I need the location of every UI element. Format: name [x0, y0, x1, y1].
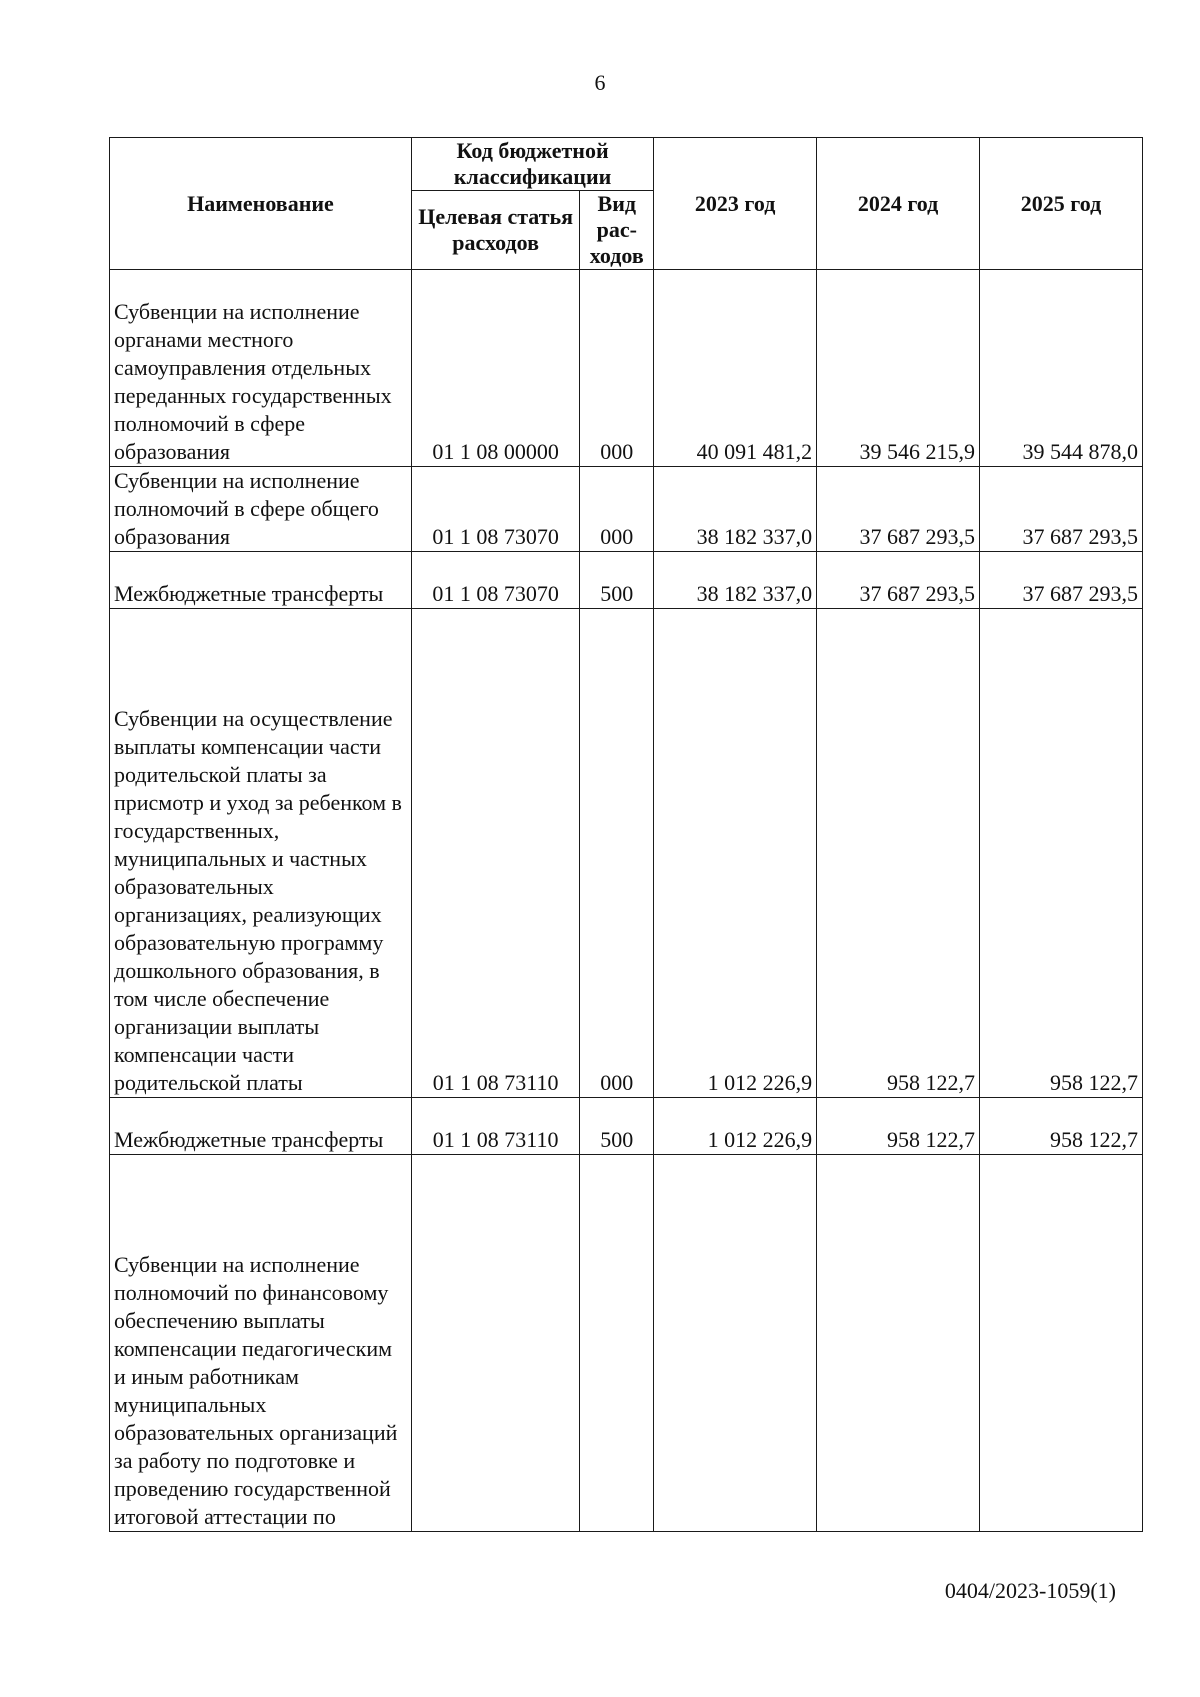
row-name: Межбюджетные трансферты	[110, 1098, 412, 1155]
header-year-2024: 2024 год	[817, 138, 980, 270]
row-name: Межбюджетные трансферты	[110, 552, 412, 609]
row-value-2023: 1 012 226,9	[654, 609, 817, 1098]
row-value-2024	[817, 1155, 980, 1532]
row-value-2025: 37 687 293,5	[980, 467, 1143, 552]
row-name: Субвенции на исполнение полномочий в сфере общего образования	[110, 467, 412, 552]
header-name: Наименование	[110, 138, 412, 270]
row-name: Субвенции на исполнение органами местного самоуправления отдельных переданных государственных полномочий в сфере образования	[110, 270, 412, 467]
table-row	[110, 1098, 1143, 1155]
table-row	[110, 1155, 1143, 1532]
row-target-article: 01 1 08 73110	[411, 1098, 579, 1155]
row-expense-type: 000	[580, 609, 654, 1098]
table-row	[110, 552, 1143, 609]
row-value-2025: 958 122,7	[980, 1098, 1143, 1155]
row-value-2025: 958 122,7	[980, 609, 1143, 1098]
row-value-2024: 958 122,7	[817, 1098, 980, 1155]
budget-table	[109, 137, 1143, 1532]
row-expense-type	[580, 1155, 654, 1532]
row-name: Субвенции на исполнение полномочий по финансовому обеспечению выплаты компенсации педагогическим и иным работникам муниципальных образовательных организаций за работу по подготовке и проведению государственной итоговой аттестации по	[110, 1155, 412, 1532]
row-value-2023: 40 091 481,2	[654, 270, 817, 467]
row-value-2023	[654, 1155, 817, 1532]
table-row	[110, 609, 1143, 1098]
table-row	[110, 467, 1143, 552]
row-value-2023: 1 012 226,9	[654, 1098, 817, 1155]
row-target-article: 01 1 08 73070	[411, 552, 579, 609]
header-expense-type: Вид рас-ходов	[580, 191, 654, 270]
row-target-article: 01 1 08 00000	[411, 270, 579, 467]
row-value-2025: 37 687 293,5	[980, 552, 1143, 609]
header-year-2025: 2025 год	[980, 138, 1143, 270]
row-expense-type: 000	[580, 270, 654, 467]
row-target-article: 01 1 08 73110	[411, 609, 579, 1098]
row-expense-type: 500	[580, 552, 654, 609]
table-header	[110, 138, 1143, 270]
row-value-2024: 37 687 293,5	[817, 552, 980, 609]
row-value-2024: 37 687 293,5	[817, 467, 980, 552]
row-value-2024: 958 122,7	[817, 609, 980, 1098]
header-target-article: Целевая статья расходов	[411, 191, 579, 270]
header-budget-code-group: Код бюджетной классификации	[411, 138, 653, 191]
row-value-2024: 39 546 215,9	[817, 270, 980, 467]
row-value-2025	[980, 1155, 1143, 1532]
row-value-2023: 38 182 337,0	[654, 552, 817, 609]
page-number: 6	[594, 70, 606, 95]
document-code: 0404/2023-1059(1)	[944, 1578, 1116, 1603]
row-expense-type: 500	[580, 1098, 654, 1155]
row-value-2025: 39 544 878,0	[980, 270, 1143, 467]
row-name: Субвенции на осуществление выплаты компенсации части родительской платы за присмотр и уход за ребенком в государственных, муниципальных и частных образовательных организациях, реализующих образовательную программу дошкольного образования, в том числе обеспечение организации выплаты компенсации части родительской платы	[110, 609, 412, 1098]
row-target-article: 01 1 08 73070	[411, 467, 579, 552]
row-target-article	[411, 1155, 579, 1532]
row-value-2023: 38 182 337,0	[654, 467, 817, 552]
row-expense-type: 000	[580, 467, 654, 552]
table-row	[110, 270, 1143, 467]
header-year-2023: 2023 год	[654, 138, 817, 270]
